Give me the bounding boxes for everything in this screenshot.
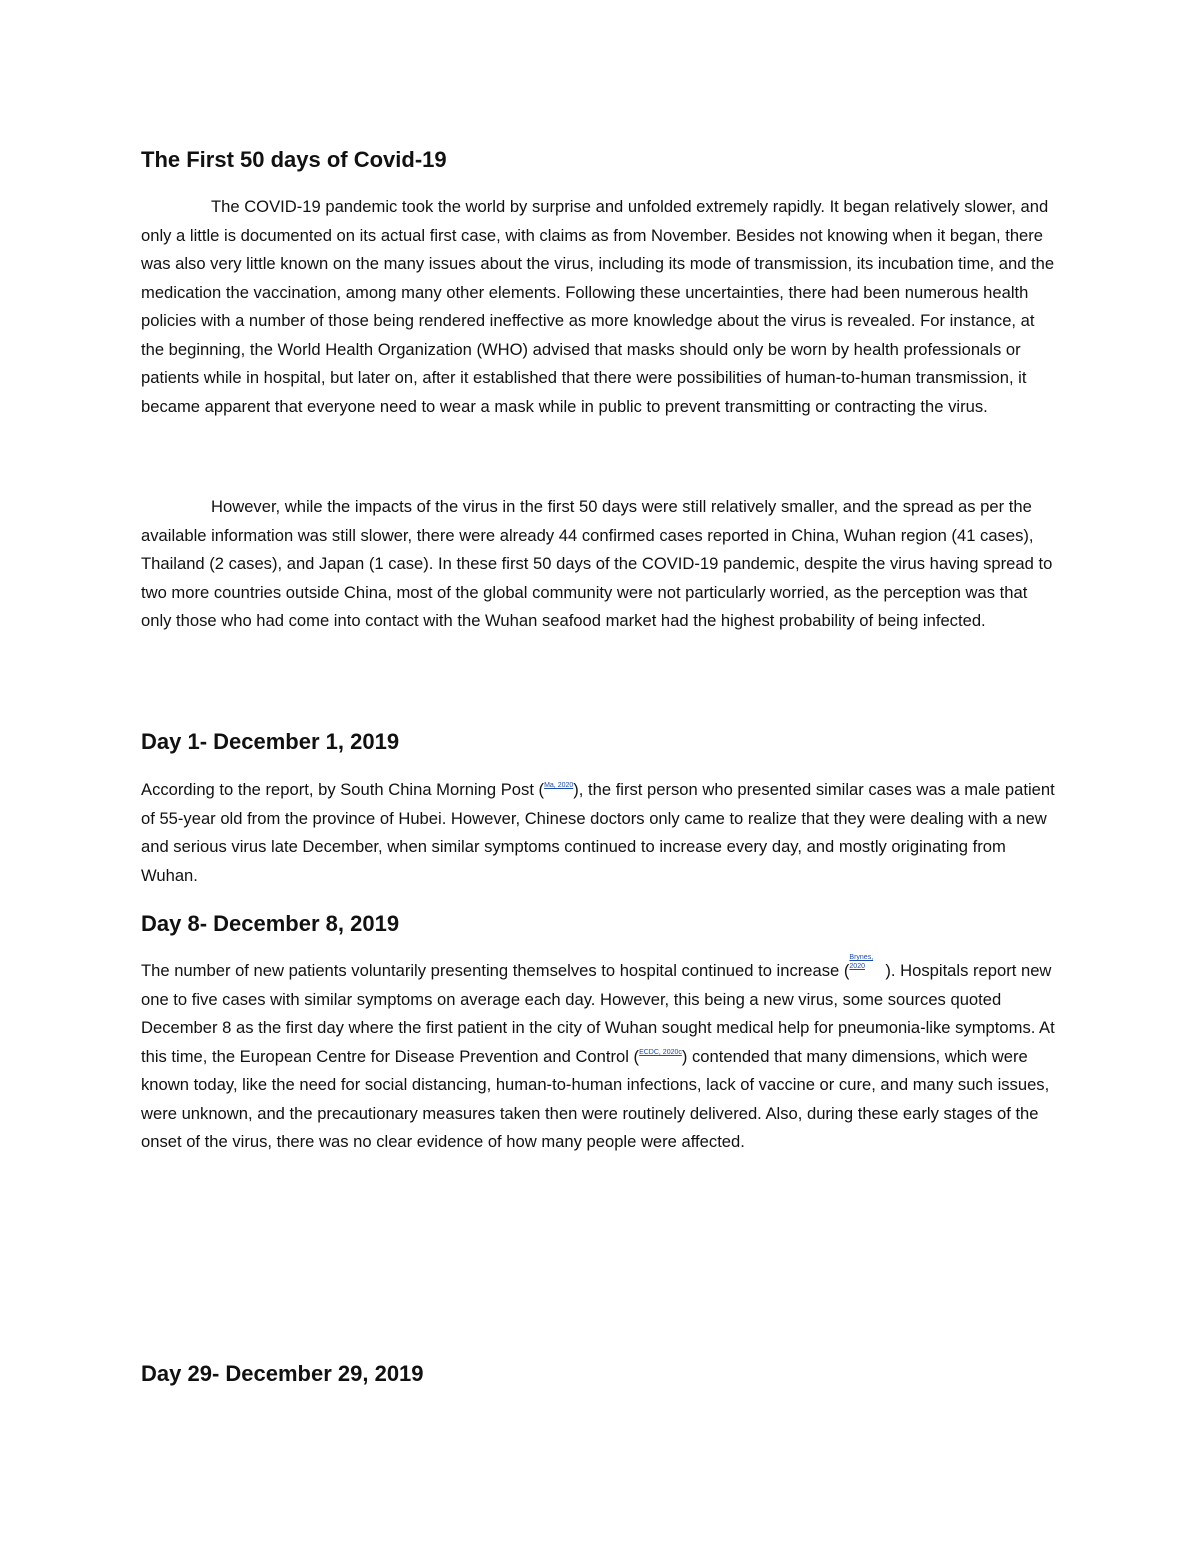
day1-text-b: ), the first person who presented similar cases was a male patient of 55-year old from the province of Hubei. However, Chinese doctors only came to realize that they were dealing with a new and serious virus late December, when similar symptoms continued to increase every day, and mostly originating from Wuhan. [141,780,1055,885]
day8-text-c: ) contended that many dimensions, which were known today, like the need for social distancing, human-to-human infections, lack of vaccine or cure, and many such issues, were unknown, and the precautionary measures taken then were routinely delivered. Also, during these early stages of the onset of the virus, there was no clear evidence of how many people were affected. [141,1046,1050,1151]
day8-text-b: ). Hospitals report new one to five cases with similar symptoms on average each day. However, this being a new virus, some sources quoted December 8 as the first day where the first patient in the city of Wuhan sought medical help for pneumonia-like symptoms. At this time, the European Centre for Disease Prevention and Control ( [141,961,1055,1066]
day8-paragraph [141,954,1059,1157]
day8-text-a: The number of new patients voluntarily presenting themselves to hospital continued to increase ( [141,961,850,980]
document-title: The First 50 days of Covid-19 [141,147,447,172]
day29-heading: Day 29- December 29, 2019 [141,1361,424,1386]
day1-paragraph [141,776,1059,890]
day8-heading: Day 8- December 8, 2019 [141,911,400,936]
citation-link[interactable] [849,953,885,971]
day1-text-a: According to the report, by South China Morning Post ( [141,780,545,799]
citation-line: Brynes, [849,954,874,961]
citation-link[interactable]: ECDC, 2020c [639,1048,682,1056]
intro-paragraph-1: The COVID-19 pandemic took the world by surprise and unfolded extremely rapidly. It began relatively slower, and only a little is documented on its actual first case, with claims as from November. Besides not knowing when it began, there was also very little known on the many issues about the virus, including its mode of transmission, its incubation time, and the medication the vaccination, among many other elements. Following these uncertainties, there had been numerous health policies with a number of those being rendered ineffective as more knowledge about the virus is revealed. For instance, at the beginning, the World Health Organization (WHO) advised that masks should only be worn by health professionals or patients while in hospital, but later on, after it established that there were possibilities of human-to-human transmission, it became apparent that everyone need to wear a mask while in public to prevent transmitting or contracting the virus. [141,197,1055,416]
citation-link[interactable]: Ma, 2020 [544,782,574,789]
citation-line: 2020 [849,963,865,970]
day1-heading: Day 1- December 1, 2019 [141,729,400,754]
intro-paragraph-2: However, while the impacts of the virus in the first 50 days were still relatively smaller, and the spread as per the available information was still slower, there were already 44 confirmed cases reported in China, Wuhan region (41 cases), Thailand (2 cases), and Japan (1 case). In these first 50 days of the COVID-19 pandemic, despite the virus having spread to two more countries outside China, most of the global community were not particularly worried, as the perception was that only those who had come into contact with the Wuhan seafood market had the highest probability of being infected. [141,497,1053,630]
